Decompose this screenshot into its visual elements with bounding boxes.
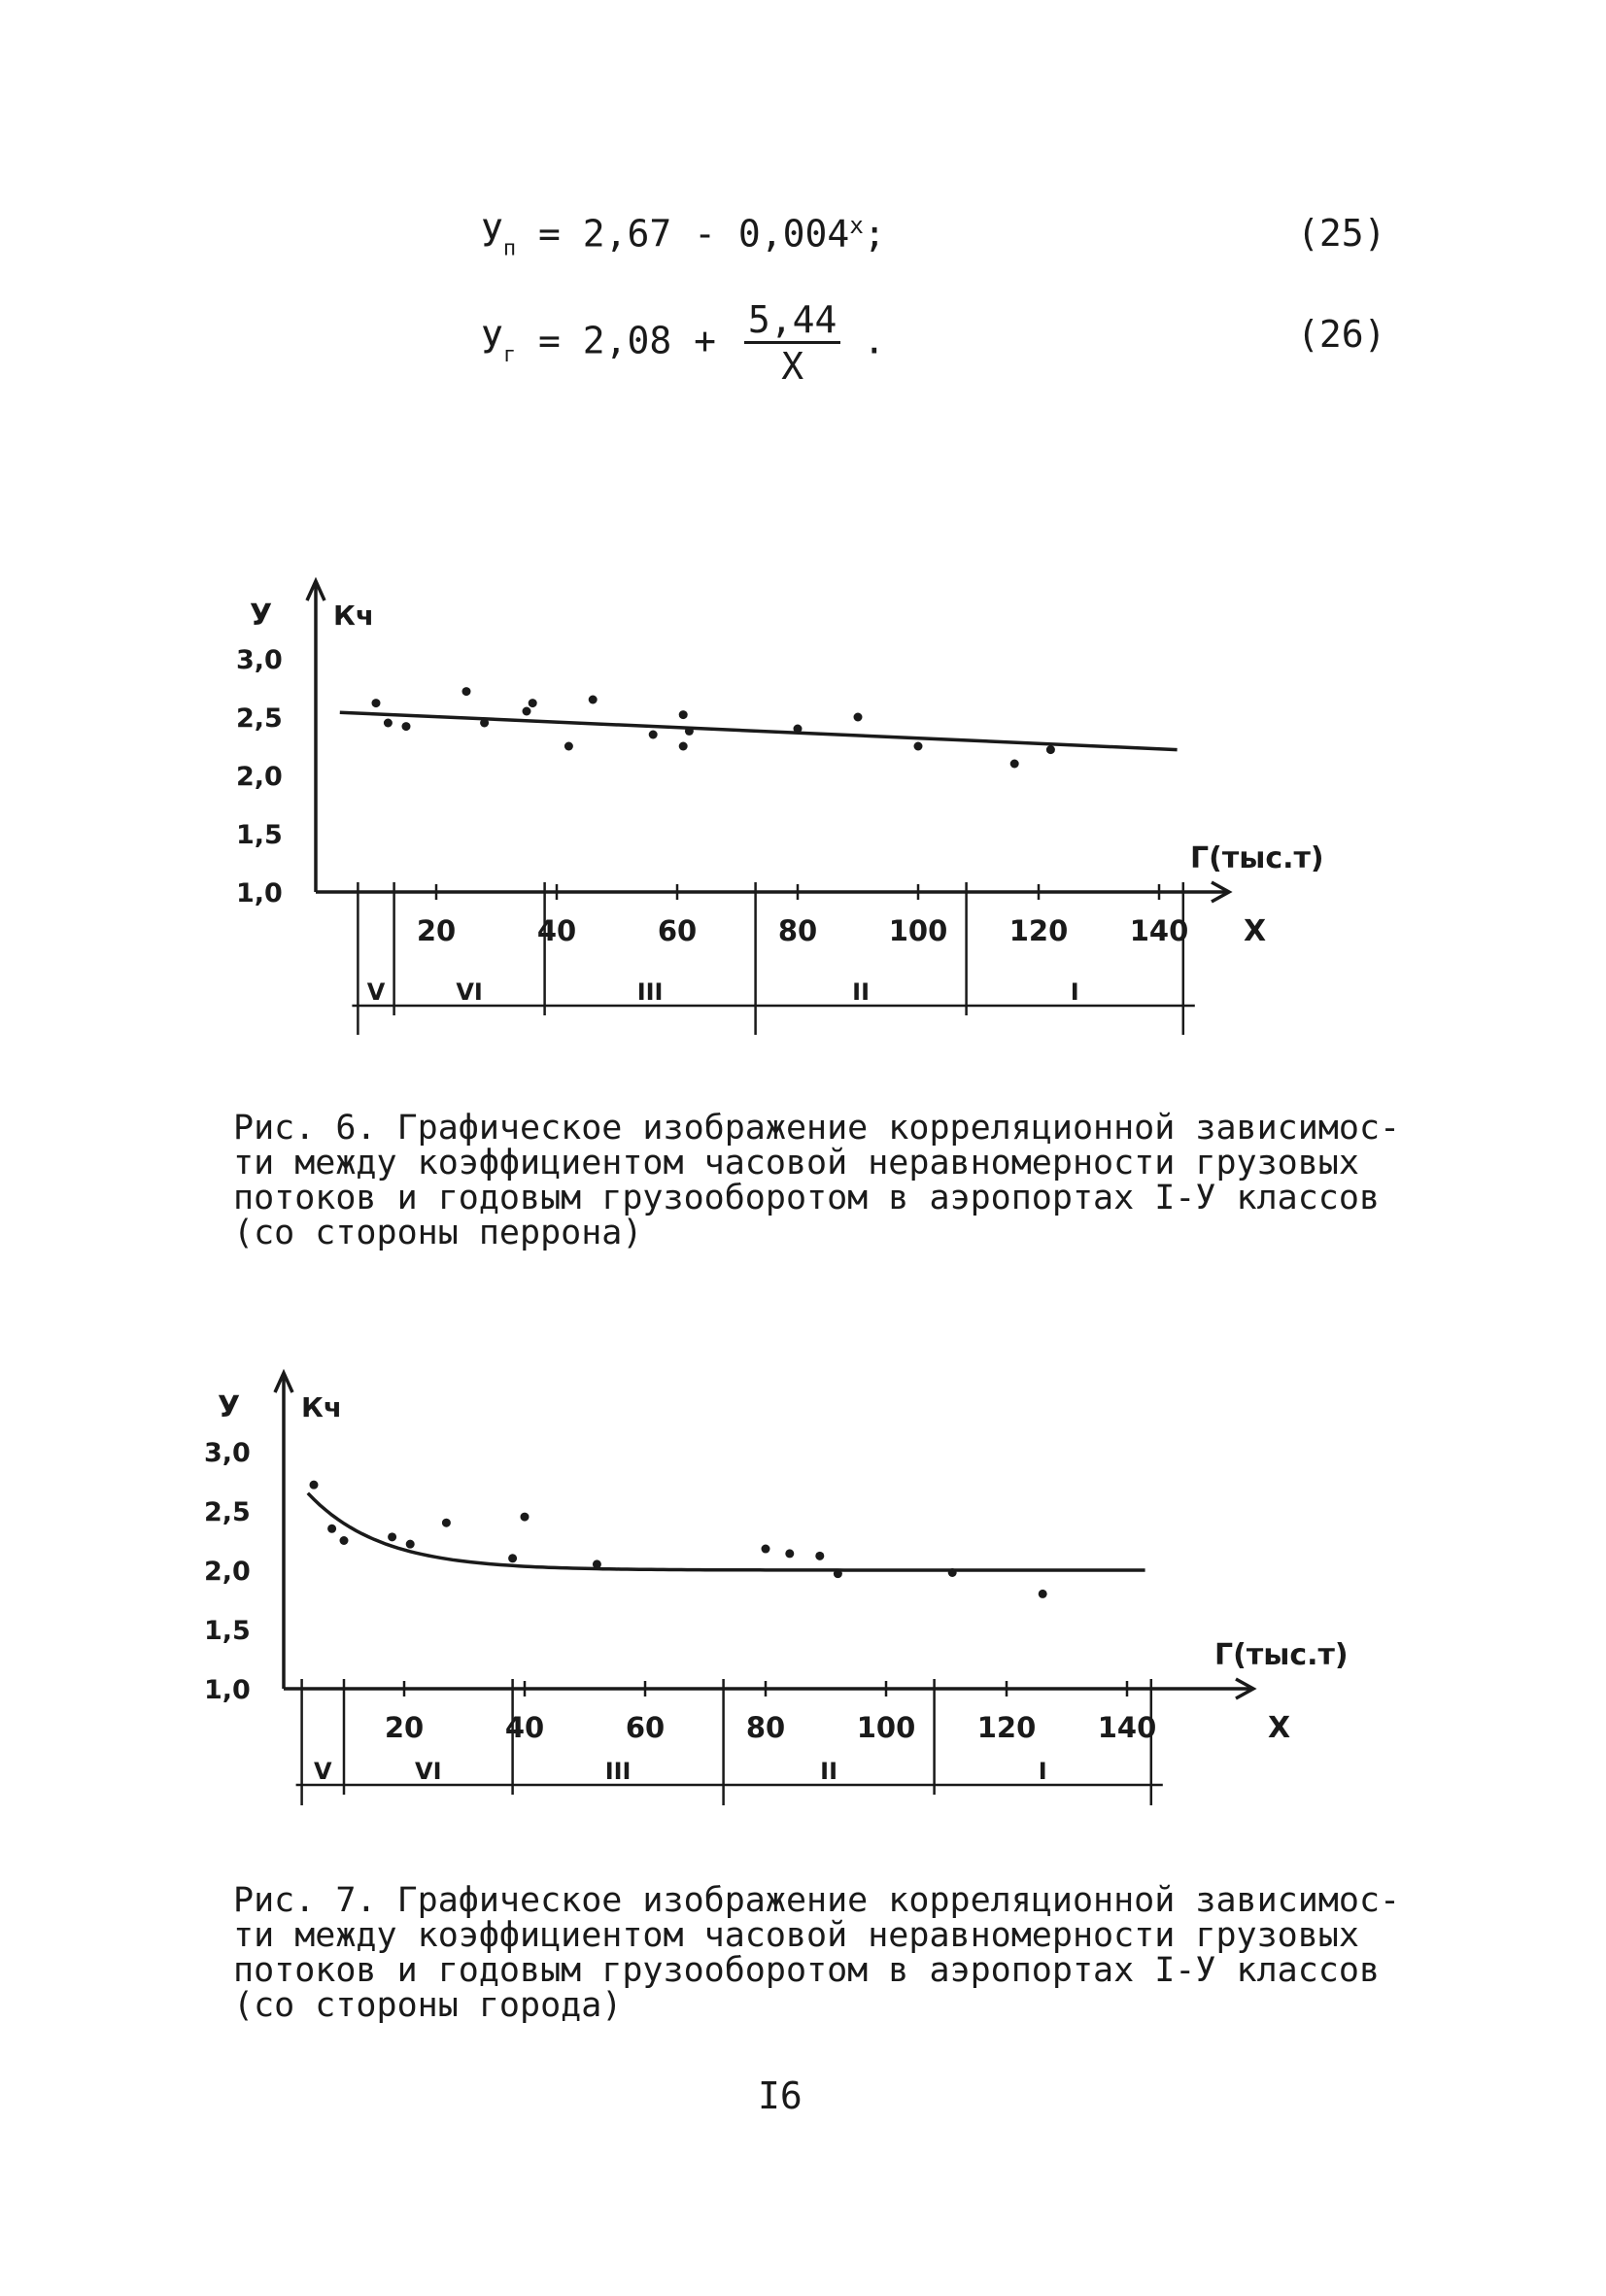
y-tick-label: 2,5 — [204, 1497, 251, 1527]
caption-fig6-line: Рис. 6. Графическое изображение корреляционной зависимос- — [233, 1109, 1401, 1148]
data-point — [508, 1554, 517, 1562]
x-tick-label: 120 — [1008, 914, 1069, 947]
data-point — [785, 1549, 794, 1558]
caption-fig7-line: ти между коэффициентом часовой неравномерности грузовых — [233, 1916, 1359, 1955]
formula-26-rhs: = 2,08 + — [516, 319, 738, 362]
x-tick-label: 140 — [1129, 914, 1189, 947]
y-tick-label: 3,0 — [204, 1438, 251, 1468]
x-axis-unit-label: Г(тыс.т) — [1214, 1638, 1349, 1672]
data-point — [948, 1568, 957, 1577]
class-label: III — [636, 978, 664, 1006]
class-label: II — [820, 1758, 838, 1785]
x-tick-label: 100 — [888, 914, 948, 947]
x-tick-label: 60 — [657, 914, 698, 947]
formula-26-sub: г — [502, 343, 517, 368]
class-label: II — [852, 978, 871, 1006]
data-point — [327, 1525, 336, 1533]
y-tick-label: 1,5 — [236, 820, 283, 850]
class-label: VI — [415, 1758, 442, 1785]
class-label: V — [366, 978, 386, 1006]
y-tick-label: 1,0 — [236, 878, 283, 908]
caption-fig7-line: Рис. 7. Графическое изображение корреляционной зависимос- — [233, 1881, 1401, 1920]
caption-fig7 — [233, 1883, 1399, 2023]
equation-number-26: (26) — [1297, 313, 1386, 356]
data-point — [762, 1545, 770, 1554]
y-tick-label: 3,0 — [236, 645, 283, 675]
data-point — [521, 1513, 530, 1522]
x-tick-label: 100 — [856, 1711, 916, 1744]
class-label: III — [604, 1758, 632, 1785]
x-tick-label: 40 — [536, 914, 577, 947]
x-tick-label: 60 — [625, 1711, 666, 1744]
caption-fig7-line: потоков и годовым грузооборотом в аэропортах I-У классов — [233, 1951, 1381, 1990]
formula-25-sup: x — [849, 212, 864, 239]
x-tick-label: 80 — [745, 1711, 786, 1744]
data-point — [340, 1536, 349, 1545]
caption-fig6-line: ти между коэффициентом часовой неравномерности грузовых — [233, 1144, 1359, 1182]
data-point — [388, 1532, 396, 1541]
x-axis-label: X — [1268, 1711, 1291, 1745]
x-tick-label: 20 — [384, 1711, 425, 1744]
x-tick-label: 20 — [416, 914, 457, 947]
trend-line — [308, 1493, 1145, 1570]
formula-25-rhs: = 2,67 - 0,004 — [516, 212, 850, 256]
page-number: I6 — [758, 2074, 803, 2117]
y-axis-sublabel: Кч — [301, 1391, 343, 1423]
y-axis-label: У — [250, 599, 273, 633]
formula-25-sub: п — [502, 236, 517, 261]
class-label: I — [1070, 978, 1079, 1006]
data-point — [442, 1519, 451, 1527]
data-point — [834, 1569, 842, 1578]
y-tick-label: 2,5 — [236, 703, 283, 734]
y-axis-sublabel: Кч — [333, 600, 375, 632]
x-tick-label: 80 — [777, 914, 818, 947]
x-tick-label: 40 — [504, 1711, 545, 1744]
y-tick-label: 2,0 — [236, 762, 283, 792]
data-point — [815, 1552, 824, 1560]
x-tick-label: 120 — [976, 1711, 1037, 1744]
data-point — [310, 1481, 319, 1490]
class-label: I — [1038, 1758, 1047, 1785]
x-tick-label: 140 — [1097, 1711, 1157, 1744]
y-axis-label: У — [218, 1390, 241, 1424]
data-point — [593, 1559, 601, 1568]
formula-26-numerator: 5,44 — [744, 301, 841, 344]
x-axis-unit-label: Г(тыс.т) — [1190, 841, 1324, 875]
formula-25-tail: ; — [863, 212, 886, 256]
caption-fig7-line: (со стороны города) — [233, 1986, 623, 2025]
caption-fig6-line: (со стороны перрона) — [233, 1214, 643, 1252]
caption-fig6-line: потоков и годовым грузооборотом в аэропортах I-У классов — [233, 1179, 1381, 1217]
formula-25-lhs: У — [481, 212, 503, 256]
formula-26-tail: . — [840, 319, 886, 362]
data-point — [406, 1540, 415, 1549]
data-point — [1039, 1590, 1047, 1598]
formula-26-denominator: X — [781, 345, 804, 388]
class-label: VI — [456, 978, 483, 1006]
x-axis-label: X — [1244, 914, 1267, 948]
equation-number-25: (25) — [1297, 212, 1386, 255]
y-tick-label: 1,0 — [204, 1675, 251, 1705]
formula-26-lhs: У — [481, 319, 503, 362]
class-label: V — [314, 1758, 332, 1785]
y-tick-label: 2,0 — [204, 1557, 251, 1587]
y-tick-label: 1,5 — [204, 1616, 251, 1646]
